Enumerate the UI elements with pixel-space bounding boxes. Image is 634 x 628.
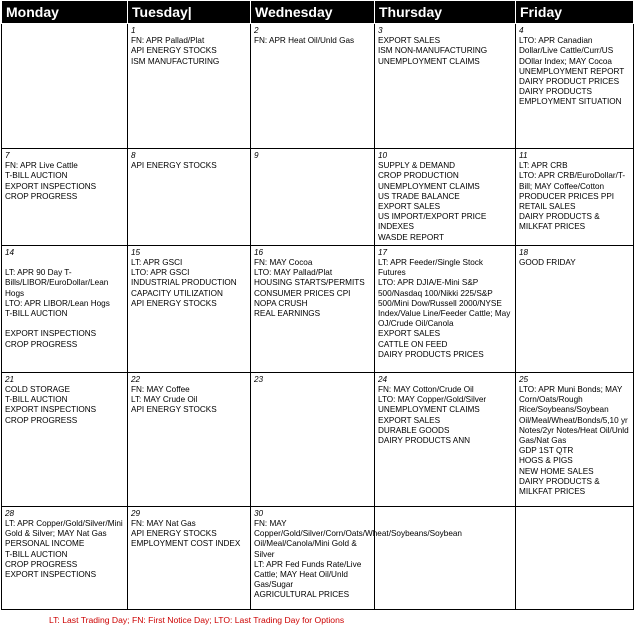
week-row [2, 506, 634, 609]
event-line: LT: APR Copper/Gold/Silver/Mini Gold & Silver; MAY Nat Gas [5, 519, 123, 539]
date-number: 16 [254, 247, 264, 257]
event-line: CROP PROGRESS [5, 191, 78, 201]
day-cell-friday [516, 245, 634, 372]
event-line: API ENERGY STOCKS [131, 405, 217, 415]
event-line: US TRADE BALANCE [378, 191, 460, 201]
date-number: 10 [378, 151, 388, 160]
event-line: PERSONAL INCOME [5, 539, 85, 549]
day-cell-tuesday [128, 24, 251, 149]
event-line: CROP PROGRESS [5, 415, 78, 425]
calendar-table [1, 0, 634, 610]
event-line: FN: MAY Cotton/Crude Oil [378, 385, 474, 395]
date-number: 7 [5, 151, 10, 160]
event-line: INDUSTRIAL PRODUCTION [131, 278, 237, 288]
event-line: HOGS & PIGS [519, 456, 573, 466]
event-line: CROP PROGRESS [5, 559, 78, 569]
date-number: 4 [519, 26, 524, 35]
day-cell-tuesday [128, 245, 251, 372]
event-line: API ENERGY STOCKS [131, 298, 217, 308]
event-line: GOOD FRIDAY [519, 258, 576, 268]
event-line: API ENERGY STOCKS [131, 46, 217, 56]
event-line: FN: APR Pallad/Plat [131, 36, 205, 46]
header-wednesday: Wednesday [251, 1, 375, 24]
day-cell-wednesday [251, 506, 462, 609]
day-cell-thursday [375, 372, 516, 506]
event-line: FN: MAY Cocoa [254, 258, 313, 268]
date-number: 21 [5, 374, 15, 384]
date-number: 29 [131, 508, 141, 518]
event-line: EXPORT INSPECTIONS [5, 329, 97, 339]
event-line: FN: APR Live Cattle [5, 161, 78, 171]
event-line: EXPORT SALES [378, 415, 441, 425]
header-thursday: Thursday [375, 1, 516, 24]
event-line: T-BILL AUCTION [5, 549, 68, 559]
day-cell-wednesday [251, 372, 375, 506]
event-line: LTO: APR Canadian Dollar/Live Cattle/Curr/US DOllar Index; MAY Cocoa [519, 36, 614, 66]
event-line: DAIRY PRODUCTS & MILKFAT PRICES [519, 476, 600, 497]
event-line: HOUSING STARTS/PERMITS [254, 278, 365, 288]
day-cell-friday [516, 506, 634, 609]
day-cell-monday [2, 372, 128, 506]
event-line: NOPA CRUSH [254, 298, 308, 308]
week-row [2, 149, 634, 246]
week-row [2, 245, 634, 372]
date-number: 22 [131, 374, 141, 384]
event-line: CATTLE ON FEED [378, 339, 448, 349]
day-cell-monday [2, 506, 128, 609]
event-line: ISM MANUFACTURING [131, 56, 220, 66]
event-line: NEW HOME SALES [519, 466, 594, 476]
date-number: 30 [254, 508, 264, 518]
event-line: CAPACITY UTILIZATION [131, 288, 223, 298]
date-number: 9 [254, 151, 259, 160]
event-line: DAIRY PRODUCTS PRICES [378, 349, 484, 359]
spacer [5, 319, 124, 329]
calendar-body [2, 24, 634, 610]
event-line: LT: APR Feeder/Single Stock Futures [378, 258, 483, 278]
date-number: 24 [378, 374, 388, 384]
event-line: EXPORT SALES [378, 202, 441, 212]
event-line: CROP PRODUCTION [378, 171, 459, 181]
event-line: FN: MAY Nat Gas [131, 519, 196, 529]
event-line: UNEMPLOYMENT REPORT [519, 66, 625, 76]
event-line: DAIRY PRODUCTS [519, 87, 592, 97]
event-line: PRODUCER PRICES PPI [519, 191, 615, 201]
event-line: ISM NON-MANUFACTURING [378, 46, 488, 56]
header-friday: Friday [516, 1, 634, 24]
event-line: US IMPORT/EXPORT PRICE INDEXES [378, 212, 487, 232]
day-cell-thursday [375, 24, 516, 149]
date-number: 1 [131, 26, 136, 35]
event-line: EXPORT INSPECTIONS [5, 570, 97, 580]
event-line: FN: APR Heat Oil/Unld Gas [254, 36, 355, 46]
event-line: COLD STORAGE [5, 385, 70, 395]
event-line: EMPLOYMENT SITUATION [519, 97, 622, 107]
event-line: EXPORT SALES [378, 36, 441, 46]
day-cell-friday [516, 372, 634, 506]
event-line: CROP PROGRESS [5, 339, 78, 349]
day-cell-thursday [375, 506, 516, 609]
date-number: 2 [254, 26, 259, 35]
date-number: 3 [378, 26, 383, 35]
abbreviation-legend: LT: Last Trading Day; FN: First Notice Day; LTO: Last Trading Day for Options [49, 615, 345, 625]
event-line: T-BILL AUCTION [5, 309, 68, 319]
date-number: 18 [519, 247, 529, 257]
event-line: CONSUMER PRICES CPI [254, 288, 351, 298]
event-line: UNEMPLOYMENT CLAIMS [378, 181, 480, 191]
event-line: LT: APR CRB [519, 161, 568, 171]
day-cell-tuesday [128, 372, 251, 506]
day-cell-thursday [375, 149, 516, 246]
day-cell-wednesday [251, 245, 375, 372]
weekday-header-row [2, 1, 634, 24]
event-line: EXPORT INSPECTIONS [5, 405, 97, 415]
day-cell-monday [2, 149, 128, 246]
event-line: LTO: APR DJIA/E-Mini S&P 500/Nasdaq 100/Nikki 225/S&P 500/Mini Dow/Russell 2000/NYSE Index/Value Line/Feeder Cattle; May OJ/Crude Oil/Canola [378, 278, 511, 329]
date-number: 11 [519, 151, 528, 160]
event-line: LT: APR 90 Day T-Bills/LIBOR/EuroDollar/Lean Hogs [5, 268, 109, 298]
event-line: SUPPLY & DEMAND [378, 161, 456, 171]
day-cell-wednesday [251, 149, 375, 246]
date-number: 25 [519, 374, 529, 384]
day-cell-wednesday [251, 24, 375, 149]
header-monday: Monday [2, 1, 128, 24]
event-line: UNEMPLOYMENT CLAIMS [378, 405, 480, 415]
day-cell-monday [2, 245, 128, 372]
event-line: EXPORT SALES [378, 329, 441, 339]
date-number: 8 [131, 151, 136, 160]
event-line: LTO: MAY Pallad/Plat [254, 268, 333, 278]
date-number: 17 [378, 247, 388, 257]
event-line: DAIRY PRODUCT PRICES [519, 77, 620, 87]
event-line: RETAIL SALES [519, 202, 576, 212]
event-line: LTO: MAY Copper/Gold/Silver [378, 395, 487, 405]
date-number: 14 [5, 247, 15, 257]
event-line: EMPLOYMENT COST INDEX [131, 539, 241, 549]
event-line: WASDE REPORT [378, 232, 444, 242]
day-cell-monday [2, 24, 128, 149]
date-number: 15 [131, 247, 141, 257]
event-line: REAL EARNINGS [254, 309, 321, 319]
week-row [2, 372, 634, 506]
event-line: UNEMPLOYMENT CLAIMS [378, 56, 480, 66]
event-line: LT: MAY Crude Oil [131, 395, 198, 405]
date-number: 28 [5, 508, 15, 518]
event-line: LTO: APR LIBOR/Lean Hogs [5, 298, 110, 308]
event-line: GDP 1ST QTR [519, 446, 574, 456]
event-line: LTO: APR GSCI [131, 268, 190, 278]
date-number: 23 [254, 374, 264, 384]
event-line: FN: MAY Copper/Gold/Silver/Corn/Oats/Wheat/Soybeans/Soybean Oil/Meal/Canola/Mini Gold & Silver [254, 519, 462, 559]
event-line: LTO: APR CRB/EuroDollar/T-Bill; MAY Coffee/Cotton [519, 171, 626, 191]
event-line: LTO: APR Muni Bonds; MAY Corn/Oats/Rough Rice/Soybeans/Soybean Oil/Meal/Wheat/Bonds/5,10 yr Notes/2yr Notes/Heat Oil/Unld Gas/Nat Gas [519, 385, 629, 446]
day-cell-tuesday [128, 506, 251, 609]
week-row [2, 24, 634, 149]
event-line: FN: MAY Coffee [131, 385, 190, 395]
event-line: DURABLE GOODS [378, 425, 450, 435]
event-line: LT: APR GSCI [131, 258, 183, 268]
event-line: DAIRY PRODUCTS & MILKFAT PRICES [519, 212, 600, 232]
event-line: API ENERGY STOCKS [131, 161, 217, 171]
event-line: EXPORT INSPECTIONS [5, 181, 97, 191]
event-line: API ENERGY STOCKS [131, 529, 217, 539]
day-cell-friday [516, 24, 634, 149]
event-line: T-BILL AUCTION [5, 395, 68, 405]
spacer [5, 258, 124, 268]
event-line: LT: APR Fed Funds Rate/Live Cattle; MAY Heat Oil/Unld Gas/Sugar [254, 559, 362, 590]
day-cell-friday [516, 149, 634, 246]
event-line: DAIRY PRODUCTS ANN [378, 436, 471, 446]
day-cell-thursday [375, 245, 516, 372]
event-line: T-BILL AUCTION [5, 171, 68, 181]
event-line: AGRICULTURAL PRICES [254, 590, 350, 600]
day-cell-tuesday [128, 149, 251, 246]
header-tuesday: Tuesday| [128, 1, 251, 24]
